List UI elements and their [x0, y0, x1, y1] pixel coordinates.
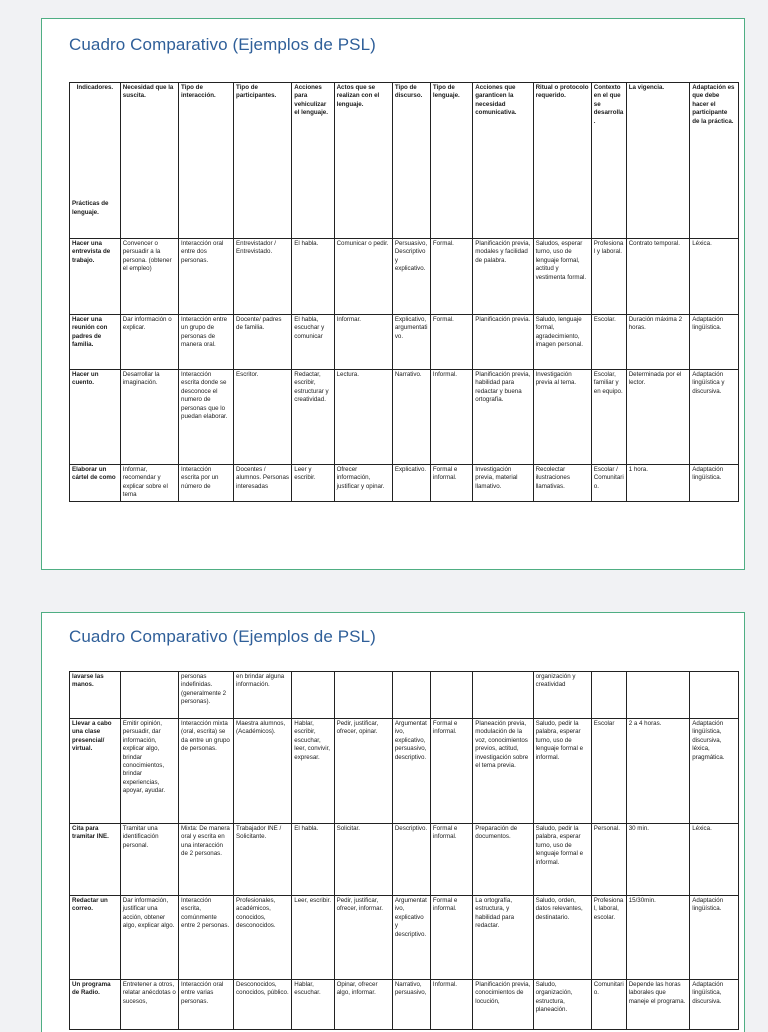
table-cell: El habla. [292, 239, 334, 315]
table-cell: Adaptación lingüística. [690, 465, 739, 502]
comparison-table-continued [69, 671, 739, 1030]
header-cell: Adaptación es que debe hacer el participante de la práctica. [690, 83, 739, 239]
header-cell: Contexto en el que se desarrolla. [591, 83, 626, 239]
page-title: Cuadro Comparativo (Ejemplos de PSL) [69, 35, 376, 54]
row-header-cell: Hacer una entrevista de trabajo. [70, 239, 121, 315]
table-cell: Opinar, ofrecer algo, informar. [334, 980, 392, 1030]
table-cell [334, 672, 392, 719]
table-cell: Comunitario. [591, 980, 626, 1030]
table-cell: Escolar / Comunitario. [591, 465, 626, 502]
table-cell: Mixta: De manera oral y escrita en una interacción de 2 personas. [179, 824, 234, 896]
table-cell: Hablar, escribir, escuchar, leer, convivir, expresar. [292, 719, 334, 824]
table-cell: Adaptación lingüística. [690, 315, 739, 370]
table-cell: Formal e informal. [430, 824, 472, 896]
table-cell: Formal e informal. [430, 896, 472, 980]
row-header-cell: lavarse las manos. [70, 672, 121, 719]
table-row [70, 672, 739, 719]
table-cell: Interacción mixta (oral, escrita) se da entre un grupo de personas. [179, 719, 234, 824]
document-page-2 [41, 612, 745, 1032]
page-title: Cuadro Comparativo (Ejemplos de PSL) [69, 627, 376, 646]
header-cell: Tipo de participantes. [234, 83, 292, 239]
table-cell: Saludos, esperar turno, uso de lenguaje formal, actitud y vestimenta formal. [533, 239, 591, 315]
table-cell: Planeación previa, modulación de la voz, conocimientos previos, actitud, investigación sobre el tema previa. [473, 719, 533, 824]
row-header-cell: Hacer un cuento. [70, 370, 121, 465]
table-cell: Interacción escrita por un número de [179, 465, 234, 502]
header-cell: Ritual o protocolo requerido. [533, 83, 591, 239]
table-cell: Hablar, escuchar. [292, 980, 334, 1030]
table-cell: Formal. [430, 315, 472, 370]
table-cell: Investigación previa al tema. [533, 370, 591, 465]
practices-label: Prácticas de lenguaje. [72, 200, 109, 216]
row-header-cell: Elaborar un cártel de como [70, 465, 121, 502]
table-row [70, 465, 739, 502]
table-cell: Formal e informal. [430, 465, 472, 502]
table-cell: Determinada por el lector. [626, 370, 690, 465]
table-cell: Investigación previa, material llamativo. [473, 465, 533, 502]
table-cell: Explicativo, argumentativo. [392, 315, 430, 370]
table-cell: Profesional, laboral, escolar. [591, 896, 626, 980]
table-cell: Escolar, familiar y en equipo. [591, 370, 626, 465]
table-row [70, 824, 739, 896]
table-cell: Formal e informal. [430, 719, 472, 824]
table-cell: Formal. [430, 239, 472, 315]
table-cell: Dar información, justificar una acción, obtener algo, explicar algo. [120, 896, 178, 980]
table-cell: Ofrecer información, justificar y opinar. [334, 465, 392, 502]
table-cell: Docentes / alumnos. Personas interesadas [234, 465, 292, 502]
table-cell: Pedir, justificar, ofrecer, informar. [334, 896, 392, 980]
table-cell [626, 672, 690, 719]
table-cell: Planificación previa. [473, 315, 533, 370]
header-cell: Necesidad que la suscita. [120, 83, 178, 239]
row-header-cell: Hacer una reunión con padres de familia. [70, 315, 121, 370]
header-cell: Tipo de discurso. [392, 83, 430, 239]
table-cell: Saludo, organización, estructura, planeación. [533, 980, 591, 1030]
table-cell: 30 min. [626, 824, 690, 896]
comparison-table [69, 82, 739, 502]
table-cell: Desconocidos, conocidos, público. [234, 980, 292, 1030]
table-cell: Depende las horas laborales que maneje el programa. [626, 980, 690, 1030]
table-cell: Interacción escrita donde se desconoce el numero de personas que lo puedan elaborar. [179, 370, 234, 465]
table-cell: Convencer o persuadir a la persona. (obtener el empleo) [120, 239, 178, 315]
table-cell: El habla, escuchar y comunicar [292, 315, 334, 370]
table-cell: Léxica. [690, 824, 739, 896]
table-cell: Entrevistador / Entrevistado. [234, 239, 292, 315]
header-cell: Tipo de interacción. [179, 83, 234, 239]
table-cell [392, 672, 430, 719]
table-cell: Argumentativo, explicativo y descriptivo. [392, 896, 430, 980]
table-cell: Narrativo. [392, 370, 430, 465]
table-cell: Interacción oral entre dos personas. [179, 239, 234, 315]
table-cell: Adaptación lingüística. [690, 896, 739, 980]
table-row [70, 370, 739, 465]
table-row [70, 980, 739, 1030]
table-cell: Pedir, justificar, ofrecer, opinar. [334, 719, 392, 824]
table-cell: El habla. [292, 824, 334, 896]
table-cell: Desarrollar la imaginación. [120, 370, 178, 465]
header-cell: Indicadores. Prácticas de lenguaje. [70, 83, 121, 239]
table-cell: Contrato temporal. [626, 239, 690, 315]
table-cell: Escritor. [234, 370, 292, 465]
table-cell [591, 672, 626, 719]
header-cell: Actos que se realizan con el lenguaje. [334, 83, 392, 239]
table-cell: Emitir opinión, persuadir, dar información, explicar algo, brindar conocimientos, brindar experiencias, apoyar, ayudar. [120, 719, 178, 824]
table-cell: Planificación previa, habilidad para redactar y buena ortografía. [473, 370, 533, 465]
table-cell: Adaptación lingüística, discursiva, léxica, pragmática. [690, 719, 739, 824]
table-cell: Saludo, orden, datos relevantes, destinatario. [533, 896, 591, 980]
table-cell: Informal. [430, 980, 472, 1030]
table-cell: en brindar alguna información. [234, 672, 292, 719]
table-cell: Trabajador INE / Solicitante. [234, 824, 292, 896]
table-row [70, 719, 739, 824]
row-header-cell: Cita para tramitar INE. [70, 824, 121, 896]
table-cell: Saludo, pedir la palabra, esperar turno, uso de lenguaje formal e informal. [533, 824, 591, 896]
table-cell: Profesional y laboral. [591, 239, 626, 315]
table-cell: Informal. [430, 370, 472, 465]
table-cell: Léxica. [690, 239, 739, 315]
table-cell: Redactar, escribir, estructurar y creatividad. [292, 370, 334, 465]
table-cell: personas indefinidas. (generalmente 2 personas). [179, 672, 234, 719]
table-cell: Interacción oral entre varias personas. [179, 980, 234, 1030]
table-cell: Recolectar ilustraciones llamativas. [533, 465, 591, 502]
table-cell: 1 hora. [626, 465, 690, 502]
table-cell: Escolar [591, 719, 626, 824]
table-cell: Persuasivo, Descriptivo y explicativo. [392, 239, 430, 315]
table-cell: organización y creatividad [533, 672, 591, 719]
table-cell: La ortografía, estructura, y habilidad para redactar. [473, 896, 533, 980]
table-cell [690, 672, 739, 719]
table-cell: Leer y escribir. [292, 465, 334, 502]
row-header-cell: Redactar un correo. [70, 896, 121, 980]
table-cell: Maestra alumnos, (Académicos). [234, 719, 292, 824]
table-cell: Interacción escrita, comúnmente entre 2 personas. [179, 896, 234, 980]
table-cell: Preparación de documentos. [473, 824, 533, 896]
table-cell: Dar información o explicar. [120, 315, 178, 370]
table-cell: Leer, escribir. [292, 896, 334, 980]
table-cell: Informar, recomendar y explicar sobre el tema [120, 465, 178, 502]
document-page-1 [41, 18, 745, 570]
table-cell: Interacción entre un grupo de personas de manera oral. [179, 315, 234, 370]
table-cell [430, 672, 472, 719]
row-header-cell: Un programa de Radio. [70, 980, 121, 1030]
table-cell: Personal. [591, 824, 626, 896]
table-cell [292, 672, 334, 719]
table-row [70, 315, 739, 370]
table-cell: Planificación previa, modales y facilidad de palabra. [473, 239, 533, 315]
table-cell: Adaptación lingüística, discursiva. [690, 980, 739, 1030]
table-cell [120, 672, 178, 719]
table-cell [473, 672, 533, 719]
table-cell: Profesionales, académicos, conocidos, desconocidos. [234, 896, 292, 980]
table-cell: Saludo, lenguaje formal, agradecimiento, imagen personal. [533, 315, 591, 370]
table-cell: Informar. [334, 315, 392, 370]
table-cell: Escolar. [591, 315, 626, 370]
table-cell: Docente/ padres de familia. [234, 315, 292, 370]
header-cell: Tipo de lenguaje. [430, 83, 472, 239]
table-cell: Descriptivo. [392, 824, 430, 896]
table-cell: Narrativo, persuasivo, [392, 980, 430, 1030]
header-cell: La vigencia. [626, 83, 690, 239]
header-cell: Acciones para vehiculizar el lenguaje. [292, 83, 334, 239]
table-cell: Comunicar o pedir. [334, 239, 392, 315]
table-row [70, 896, 739, 980]
table-cell: Solicitar. [334, 824, 392, 896]
header-cell: Acciones que garanticen la necesidad comunicativa. [473, 83, 533, 239]
table-cell: Explicativo. [392, 465, 430, 502]
table-cell: Lectura. [334, 370, 392, 465]
table-cell: 2 a 4 horas. [626, 719, 690, 824]
table-cell: Entretener a otros, relatar anécdotas o sucesos, [120, 980, 178, 1030]
table-cell: Argumentativo, explicativo, persuasivo, descriptivo. [392, 719, 430, 824]
row-header-cell: Llevar a cabo una clase presencial/ virtual. [70, 719, 121, 824]
header-row [70, 83, 739, 239]
table-cell: Saludo, pedir la palabra, esperar turno, uso de lenguaje formal e informal. [533, 719, 591, 824]
table-cell: Tramitar una identificación personal. [120, 824, 178, 896]
table-cell: Duración máxima 2 horas. [626, 315, 690, 370]
table-cell: 15/30min. [626, 896, 690, 980]
table-row [70, 239, 739, 315]
table-cell: Planificación previa, conocimientos de locución, [473, 980, 533, 1030]
table-cell: Adaptación lingüística y discursiva. [690, 370, 739, 465]
